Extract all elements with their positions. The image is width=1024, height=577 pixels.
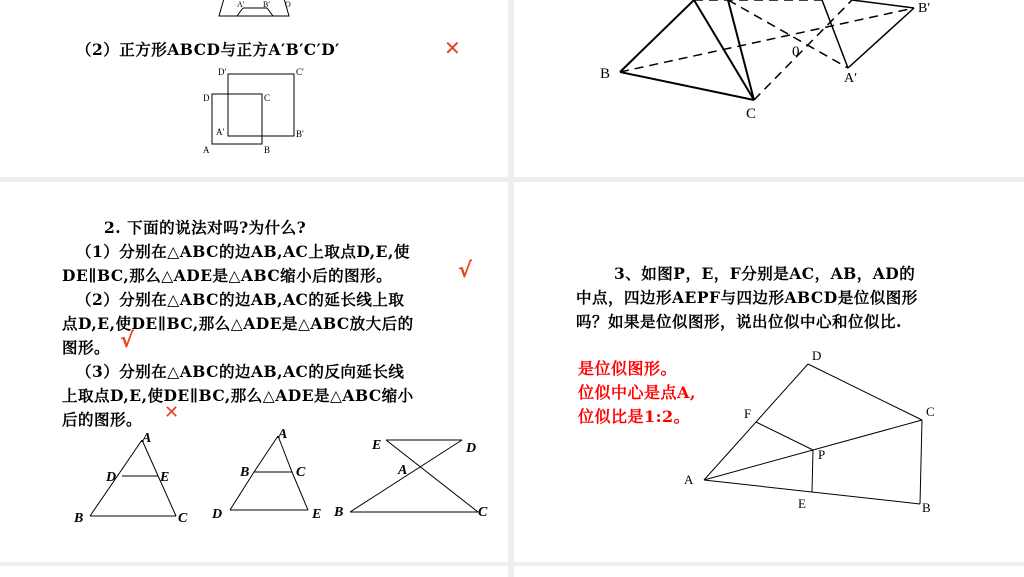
label-B: B [922,500,931,515]
label-A-prime: A′ [844,71,858,86]
check-mark-icon: √ [458,258,473,282]
label-B-prime: B′ [918,1,931,16]
label-E: E [160,470,170,485]
slide-panel-bottom-edge-left [0,566,508,577]
label-B: B [264,145,271,155]
label-C: C [926,404,935,419]
label-E: E [312,507,322,522]
triangle-figure-3 [330,430,500,530]
check-mark-icon: √ [120,328,135,352]
q2-line2: DE∥BC,那么△ADE是△ABC缩小后的图形。 [62,266,393,285]
slide-panel-bottom-left [0,182,508,562]
q2-line8: 后的图形。 [62,410,143,429]
label-D: D [212,507,223,522]
answer-line1: 是位似图形。 [578,359,678,378]
q2-line5: 图形。 [62,338,111,357]
squares-figure [200,66,320,158]
label-B-prime: B′ [263,0,271,9]
label-E: E [372,438,382,453]
label-D: D [466,441,477,456]
q3-line3: 吗？如果是位似图形，说出位似中心和位似比. [576,312,902,331]
q2-line6: （3）分别在△ABC的边AB,AC的反向延长线 [76,362,405,381]
homothety-quadrilateral-figure [514,0,1024,177]
label-B-prime-sq: B′ [296,129,304,139]
answer-line2: 位似中心是点A, [578,383,696,402]
label-O: O [285,0,291,9]
label-A-prime: A′ [237,0,245,9]
label-D: D [106,470,117,485]
label-C: C [478,505,488,520]
q2-title: 2. 下面的说法对吗?为什么? [104,218,307,237]
label-P: P [818,447,826,462]
q2-line1: （1）分别在△ABC的边AB,AC上取点D,E,使 [76,242,410,261]
label-O: 0 [792,44,800,60]
slide-panel-bottom-right [514,182,1024,562]
label-F: F [744,406,752,421]
q2-line3: （2）分别在△ABC的边AB,AC的延长线上取 [76,290,405,309]
q1-item2-text: （2）正方形ABCD与正方A′B′C′D′ [76,40,340,59]
label-A: A [203,145,210,155]
label-B: B [600,66,611,82]
label-A-prime-sq: A′ [216,127,225,137]
label-D-prime: D′ [218,67,227,77]
label-C: C [178,511,188,526]
triangle-figure-1 [68,430,198,530]
label-A: A [278,427,288,442]
q2-line7: 上取点D,E,使DE∥BC,那么△ADE是△ABC缩小 [62,386,414,405]
label-A: A [142,431,152,446]
label-C-prime: C′ [296,67,304,77]
slide-panel-top-left [0,0,508,177]
slide-panel-top-right [514,0,1024,177]
label-E: E [798,496,806,511]
triangle-figure-2 [206,426,336,526]
label-D: D [203,93,210,103]
quadrilateral-abcd-figure [674,342,974,522]
wrong-mark-icon: ✕ [444,36,461,60]
label-B: B [334,505,344,520]
slide-panel-bottom-edge-right [514,566,1024,577]
label-B: B [74,511,84,526]
label-B: B [240,465,250,480]
label-A: A [398,463,408,478]
label-C: C [746,106,757,122]
label-D: D [812,348,822,363]
q3-line2: 中点，四边形AEPF与四边形ABCD是位似图形 [576,288,918,307]
wrong-mark-icon: ✕ [164,402,180,423]
label-C: C [264,93,271,103]
q3-line1: 3、如图P，E，F分别是AC，AB，AD的 [614,264,916,283]
answer-line3: 位似比是1:2。 [578,407,691,426]
q2-line4: 点D,E,使DE∥BC,那么△ADE是△ABC放大后的 [62,314,414,333]
label-A: A [684,472,694,487]
trapezoid-figure-partial [215,0,295,26]
label-C: C [296,465,306,480]
